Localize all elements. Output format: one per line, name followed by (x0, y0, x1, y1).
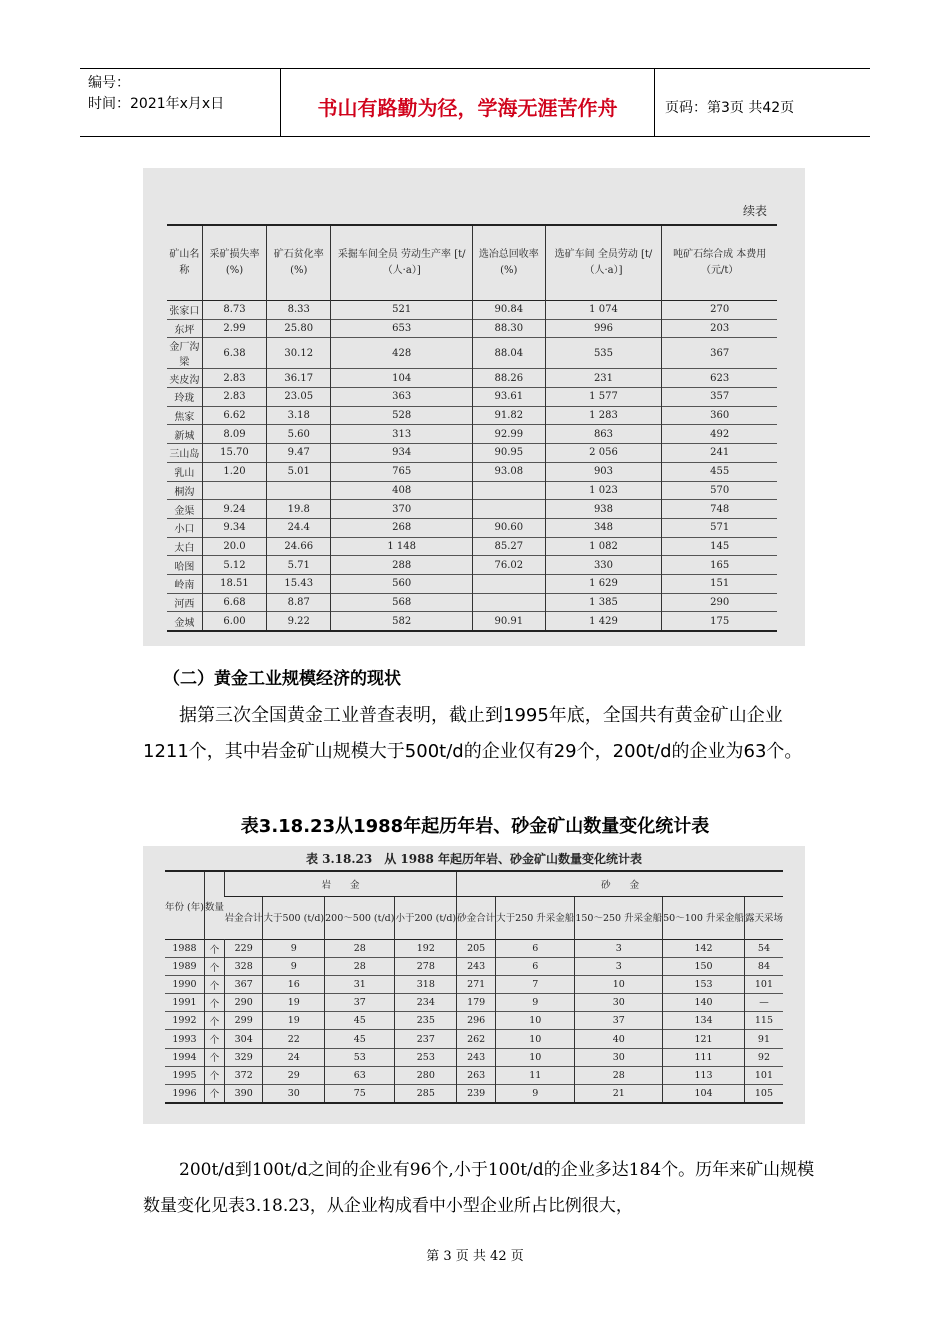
table-cell: 570 (662, 481, 777, 500)
scan-caption: 表 3.18.23 从 1988 年起历年岩、砂金矿山数量变化统计表 (305, 852, 643, 866)
table-cell: 101 (744, 1066, 783, 1084)
table-cell: 90.60 (473, 518, 546, 537)
table-cell: 243 (457, 1048, 496, 1066)
col-header: 采掘车间全员 劳动生产率 [t/（人·a）] (331, 225, 473, 301)
table-cell: 90.84 (473, 301, 546, 320)
table-cell: 367 (662, 338, 777, 369)
table-row (165, 1030, 783, 1048)
table-cell: 8.73 (202, 301, 266, 320)
table-body (167, 301, 777, 632)
col-header: 200～500 (t/d) (325, 897, 395, 940)
table-cell: 239 (457, 1084, 496, 1103)
table-cell: 765 (331, 462, 473, 481)
table-cell: 24 (263, 1048, 325, 1066)
table-cell: 个 (204, 940, 224, 958)
table-cell: 太白 (174, 542, 195, 554)
table-cell: 863 (545, 425, 662, 444)
table-header-row (167, 225, 777, 301)
table-cell: 390 (224, 1084, 263, 1103)
table-cell: 179 (457, 994, 496, 1012)
table-cell (267, 481, 331, 500)
table-cell: 个 (204, 1030, 224, 1048)
table-cell: 个 (204, 994, 224, 1012)
table-cell (473, 481, 546, 500)
table-cell: 304 (224, 1030, 263, 1048)
table-cell: 28 (575, 1066, 663, 1084)
table-cell: 357 (662, 388, 777, 407)
table-cell: 金厂沟梁 (169, 342, 200, 369)
table-cell: 8.09 (202, 425, 266, 444)
table-row (165, 940, 783, 958)
table-cell: 229 (224, 940, 263, 958)
table-cell: 9 (496, 1084, 575, 1103)
table-row (167, 388, 777, 407)
table-cell: 150 (663, 958, 745, 976)
table-cell: 3 (575, 958, 663, 976)
table-row (167, 574, 777, 593)
table-cell: 7 (496, 976, 575, 994)
table-cell: 348 (545, 518, 662, 537)
table-cell: 19 (263, 1012, 325, 1030)
group-header-sand: 砂 金 (457, 871, 783, 897)
section-title: （二）黄金工业规模经济的现状 (163, 669, 401, 689)
table-cell: 10 (575, 976, 663, 994)
table-cell: 2 056 (545, 444, 662, 463)
table-cell: 36.17 (267, 369, 331, 388)
table-cell: 93.08 (473, 462, 546, 481)
table-cell: 243 (457, 958, 496, 976)
table-header-row (165, 871, 783, 897)
table-row (167, 425, 777, 444)
table-cell: 1990 (172, 979, 197, 991)
table-cell: 9.47 (267, 444, 331, 463)
paragraph-2: 200t/d到100t/d之间的企业有96个,小于100t/d的企业多达184个。历年来矿山规模数量变化见表3.18.23，从企业构成看中小型企业所占比例很大， (143, 1160, 815, 1216)
header-time: 时间：2021年x月x日 (88, 96, 225, 112)
table-cell: 996 (545, 319, 662, 338)
table-cell: 360 (662, 406, 777, 425)
table-cell: 53 (325, 1048, 395, 1066)
table-row (167, 537, 777, 556)
table-cell: 91.82 (473, 406, 546, 425)
table-cell: 6.68 (202, 593, 266, 612)
header-motto: 书山有路勤为径，学海无涯苦作舟 (281, 69, 655, 136)
table-cell: 37 (325, 994, 395, 1012)
table-cell: 145 (662, 537, 777, 556)
table-cell: 1 074 (545, 301, 662, 320)
table-cell: 30 (575, 994, 663, 1012)
table-cell: 1 082 (545, 537, 662, 556)
mine-indicators-table-image (143, 168, 805, 646)
table-cell: 280 (395, 1066, 457, 1084)
table-cell: 三山岛 (169, 449, 200, 461)
table-cell: 367 (224, 976, 263, 994)
table-cell: 金渠 (174, 505, 195, 517)
table-cell: 2.83 (202, 388, 266, 407)
table-cell: 个 (204, 958, 224, 976)
table-cell: 1989 (172, 961, 197, 973)
table-cell: 1 023 (545, 481, 662, 500)
col-header: 露天采场 (744, 897, 783, 940)
table-cell: 318 (395, 976, 457, 994)
table-cell: 140 (663, 994, 745, 1012)
table-cell: 1994 (172, 1051, 197, 1063)
table-cell: 个 (204, 1084, 224, 1103)
table-cell: 623 (662, 369, 777, 388)
table-cell: 25.80 (267, 319, 331, 338)
table-cell: 6.62 (202, 406, 266, 425)
table-cell: 8.33 (267, 301, 331, 320)
table-cell: 91 (744, 1030, 783, 1048)
table-cell: 9 (263, 940, 325, 958)
table-cell: 521 (331, 301, 473, 320)
table-cell: 428 (331, 338, 473, 369)
table-cell: 5.01 (267, 462, 331, 481)
table-cell: 235 (395, 1012, 457, 1030)
table-cell: 新城 (174, 430, 195, 442)
table-cell: 134 (663, 1012, 745, 1030)
table-cell: 18.51 (202, 574, 266, 593)
table-cell: 1 629 (545, 574, 662, 593)
table-cell: 1 385 (545, 593, 662, 612)
table-cell: 571 (662, 518, 777, 537)
table-cell: 9.34 (202, 518, 266, 537)
table-body (165, 940, 783, 1103)
table-cell: 329 (224, 1048, 263, 1066)
table-cell: 6 (496, 958, 575, 976)
table-cell: 30.12 (267, 338, 331, 369)
table-row (167, 369, 777, 388)
table-cell: 101 (744, 976, 783, 994)
table-cell: 88.26 (473, 369, 546, 388)
table-cell: 40 (575, 1030, 663, 1048)
table-cell (473, 574, 546, 593)
table-cell: 1992 (172, 1015, 197, 1027)
table-row (167, 444, 777, 463)
table-cell: 9 (496, 994, 575, 1012)
table-cell: 153 (663, 976, 745, 994)
table-cell: 29 (263, 1066, 325, 1084)
table-cell: 165 (662, 556, 777, 575)
page-header (80, 68, 870, 137)
table-cell: 75 (325, 1084, 395, 1103)
table-row (165, 1048, 783, 1066)
table-cell: 1995 (172, 1069, 197, 1081)
table-cell: 1991 (172, 997, 197, 1009)
col-header-qty: 数量 (204, 871, 224, 940)
table-cell: 54 (744, 940, 783, 958)
table-cell: 288 (331, 556, 473, 575)
col-header: 大于500 (t/d) (263, 897, 325, 940)
table-row (167, 612, 777, 631)
table-cell: 20.0 (202, 537, 266, 556)
table-cell: 85.27 (473, 537, 546, 556)
table-cell: 653 (331, 319, 473, 338)
table-cell: 东坪 (174, 325, 195, 337)
mine-count-table (165, 870, 783, 1104)
table-row (167, 500, 777, 519)
table-row (165, 1012, 783, 1030)
table-cell: 104 (663, 1084, 745, 1103)
table-cell: 290 (662, 593, 777, 612)
table-cell: 河西 (174, 598, 195, 610)
table-cell: 桐沟 (174, 486, 195, 498)
table-cell: 45 (325, 1012, 395, 1030)
table-cell: 271 (457, 976, 496, 994)
table-cell: 408 (331, 481, 473, 500)
col-header: 选冶总回收率 (%) (473, 225, 546, 301)
table-cell: 22 (263, 1030, 325, 1048)
table-cell: 6.00 (202, 612, 266, 631)
table-cell: 285 (395, 1084, 457, 1103)
table-cell: 28 (325, 940, 395, 958)
table-cell: 1 283 (545, 406, 662, 425)
table-row (165, 994, 783, 1012)
table-cell: 205 (457, 940, 496, 958)
table-cell: 19.8 (267, 500, 331, 519)
table-cell: 15.43 (267, 574, 331, 593)
table-cell: 455 (662, 462, 777, 481)
table-cell: 328 (224, 958, 263, 976)
table-row (165, 976, 783, 994)
table-cell: 296 (457, 1012, 496, 1030)
table-cell: 363 (331, 388, 473, 407)
col-header: 岩金合计 (224, 912, 263, 924)
table-cell: 6 (496, 940, 575, 958)
table-cell: 28 (325, 958, 395, 976)
table-cell: 45 (325, 1030, 395, 1048)
table-cell: 1988 (172, 943, 197, 955)
table-cell: 23.05 (267, 388, 331, 407)
mine-indicators-table (167, 224, 777, 632)
table-cell: 582 (331, 612, 473, 631)
table-cell: 31 (325, 976, 395, 994)
table-cell: 哈图 (174, 561, 195, 573)
table-cell: 焦家 (174, 412, 195, 424)
col-header: 选矿车间 全员劳动 [t/（人·a）] (545, 225, 662, 301)
table-cell: 金城 (174, 617, 195, 629)
table-cell: 372 (224, 1066, 263, 1084)
table-cell: 535 (545, 338, 662, 369)
table-cell (202, 481, 266, 500)
table-cell: 30 (575, 1048, 663, 1066)
table-cell: 岭南 (174, 580, 195, 592)
table-cell: 90.91 (473, 612, 546, 631)
header-meta (80, 69, 281, 136)
table-row (165, 1084, 783, 1103)
header-number: 编号： (88, 75, 130, 91)
table-cell: 24.4 (267, 518, 331, 537)
table-cell: 84 (744, 958, 783, 976)
continued-label: 续表 (742, 204, 767, 218)
table-row (167, 406, 777, 425)
table-cell: 234 (395, 994, 457, 1012)
table-cell: 313 (331, 425, 473, 444)
table-cell: 37 (575, 1012, 663, 1030)
table-cell: 270 (662, 301, 777, 320)
table-cell: 2.83 (202, 369, 266, 388)
table-row (167, 556, 777, 575)
table-cell: 2.99 (202, 319, 266, 338)
table-cell: 528 (331, 406, 473, 425)
table-cell: 9 (263, 958, 325, 976)
table-cell: 231 (545, 369, 662, 388)
col-header: 50～100 升采金船 (663, 897, 745, 940)
table-cell: 30 (263, 1084, 325, 1103)
table-cell (473, 593, 546, 612)
table-cell: 63 (325, 1066, 395, 1084)
table-cell: 1 577 (545, 388, 662, 407)
table-cell: 748 (662, 500, 777, 519)
table-cell: 5.60 (267, 425, 331, 444)
table-cell: 6.38 (202, 338, 266, 369)
table-cell: 3 (575, 940, 663, 958)
table-cell: 88.04 (473, 338, 546, 369)
table-cell: 237 (395, 1030, 457, 1048)
table-cell: 113 (663, 1066, 745, 1084)
col-header: 矿山名称 (169, 249, 200, 276)
table-cell: 111 (663, 1048, 745, 1066)
table-cell: 278 (395, 958, 457, 976)
table-row (165, 1066, 783, 1084)
col-header-year: 年份 (年) (165, 901, 204, 913)
table-cell: 玲珑 (174, 393, 195, 405)
table-cell: 263 (457, 1066, 496, 1084)
table-cell: 253 (395, 1048, 457, 1066)
table-cell: 903 (545, 462, 662, 481)
table-cell: 262 (457, 1030, 496, 1048)
table-cell: 个 (204, 976, 224, 994)
table-cell: 88.30 (473, 319, 546, 338)
col-header: 大于250 升采金船 (496, 897, 575, 940)
table-cell: 90.95 (473, 444, 546, 463)
table-cell: 151 (662, 574, 777, 593)
table-row (167, 319, 777, 338)
table-cell: 夹皮沟 (169, 374, 200, 386)
table-row (167, 518, 777, 537)
table-cell: 小口 (174, 524, 195, 536)
table-cell: 115 (744, 1012, 783, 1030)
table-row (167, 338, 777, 369)
table-cell: 299 (224, 1012, 263, 1030)
table-cell: 9.22 (267, 612, 331, 631)
table-cell: 934 (331, 444, 473, 463)
table-cell: 92 (744, 1048, 783, 1066)
table-cell: 1996 (172, 1087, 197, 1099)
table-cell: 15.70 (202, 444, 266, 463)
col-header: 砂金合计 (457, 897, 496, 940)
table-cell: 93.61 (473, 388, 546, 407)
table-cell: 938 (545, 500, 662, 519)
table-cell: 330 (545, 556, 662, 575)
table-cell: 492 (662, 425, 777, 444)
table-cell: 9.24 (202, 500, 266, 519)
col-header: 采矿损失率 (%) (202, 225, 266, 301)
table-cell: 8.87 (267, 593, 331, 612)
table-cell: 1 148 (331, 537, 473, 556)
table-cell: 11 (496, 1066, 575, 1084)
table-cell: 个 (204, 1012, 224, 1030)
table-cell: 个 (204, 1066, 224, 1084)
table-cell: 192 (395, 940, 457, 958)
table-cell: 104 (331, 369, 473, 388)
table-cell: 16 (263, 976, 325, 994)
table-subheader-row (165, 897, 783, 940)
header-page: 页码：第3页 共42页 (665, 99, 795, 116)
table-cell: 268 (331, 518, 473, 537)
col-header: 150～250 升采金船 (575, 897, 663, 940)
table-row (167, 593, 777, 612)
table-cell: 19 (263, 994, 325, 1012)
table-row (167, 462, 777, 481)
table-cell: 5.12 (202, 556, 266, 575)
table-cell: 24.66 (267, 537, 331, 556)
table-cell (473, 500, 546, 519)
table-cell: 5.71 (267, 556, 331, 575)
table-cell: 92.99 (473, 425, 546, 444)
table-cell: 个 (204, 1048, 224, 1066)
table-cell: 21 (575, 1084, 663, 1103)
table-cell: 1993 (172, 1033, 197, 1045)
table-cell: 张家口 (169, 306, 200, 318)
table-cell: 370 (331, 500, 473, 519)
table-cell: 203 (662, 319, 777, 338)
table-cell: 568 (331, 593, 473, 612)
paragraph-1: 据第三次全国黄金工业普查表明，截止到1995年底，全国共有黄金矿山企业1211个，其中岩金矿山规模大于500t/d的企业仅有29个，200t/d的企业为63个。 (143, 705, 803, 762)
table-cell: 105 (744, 1084, 783, 1103)
table-cell: 10 (496, 1012, 575, 1030)
table-cell: 乳山 (174, 468, 195, 480)
mine-count-table-image (143, 846, 805, 1124)
table-row (167, 301, 777, 320)
table-cell: 10 (496, 1030, 575, 1048)
table-cell: 121 (663, 1030, 745, 1048)
table-cell: 76.02 (473, 556, 546, 575)
table-cell: 175 (662, 612, 777, 631)
table-cell: 1 429 (545, 612, 662, 631)
table-row (167, 481, 777, 500)
page-footer: 第 3 页 共 42 页 (426, 1249, 524, 1264)
table-cell: 1.20 (202, 462, 266, 481)
col-header: 吨矿石综合成 本费用（元/t） (662, 225, 777, 301)
table-cell: — (744, 994, 783, 1012)
table-cell: 560 (331, 574, 473, 593)
table-cell: 142 (663, 940, 745, 958)
table-cell: 241 (662, 444, 777, 463)
table-cell: 3.18 (267, 406, 331, 425)
col-header: 矿石贫化率 (%) (267, 225, 331, 301)
col-header: 小于200 (t/d) (395, 897, 457, 940)
group-header-rock: 岩 金 (224, 871, 456, 897)
table-cell: 10 (496, 1048, 575, 1066)
table-cell: 290 (224, 994, 263, 1012)
table-row (165, 958, 783, 976)
table2-title: 表3.18.23从1988年起历年岩、砂金矿山数量变化统计表 (240, 816, 710, 837)
